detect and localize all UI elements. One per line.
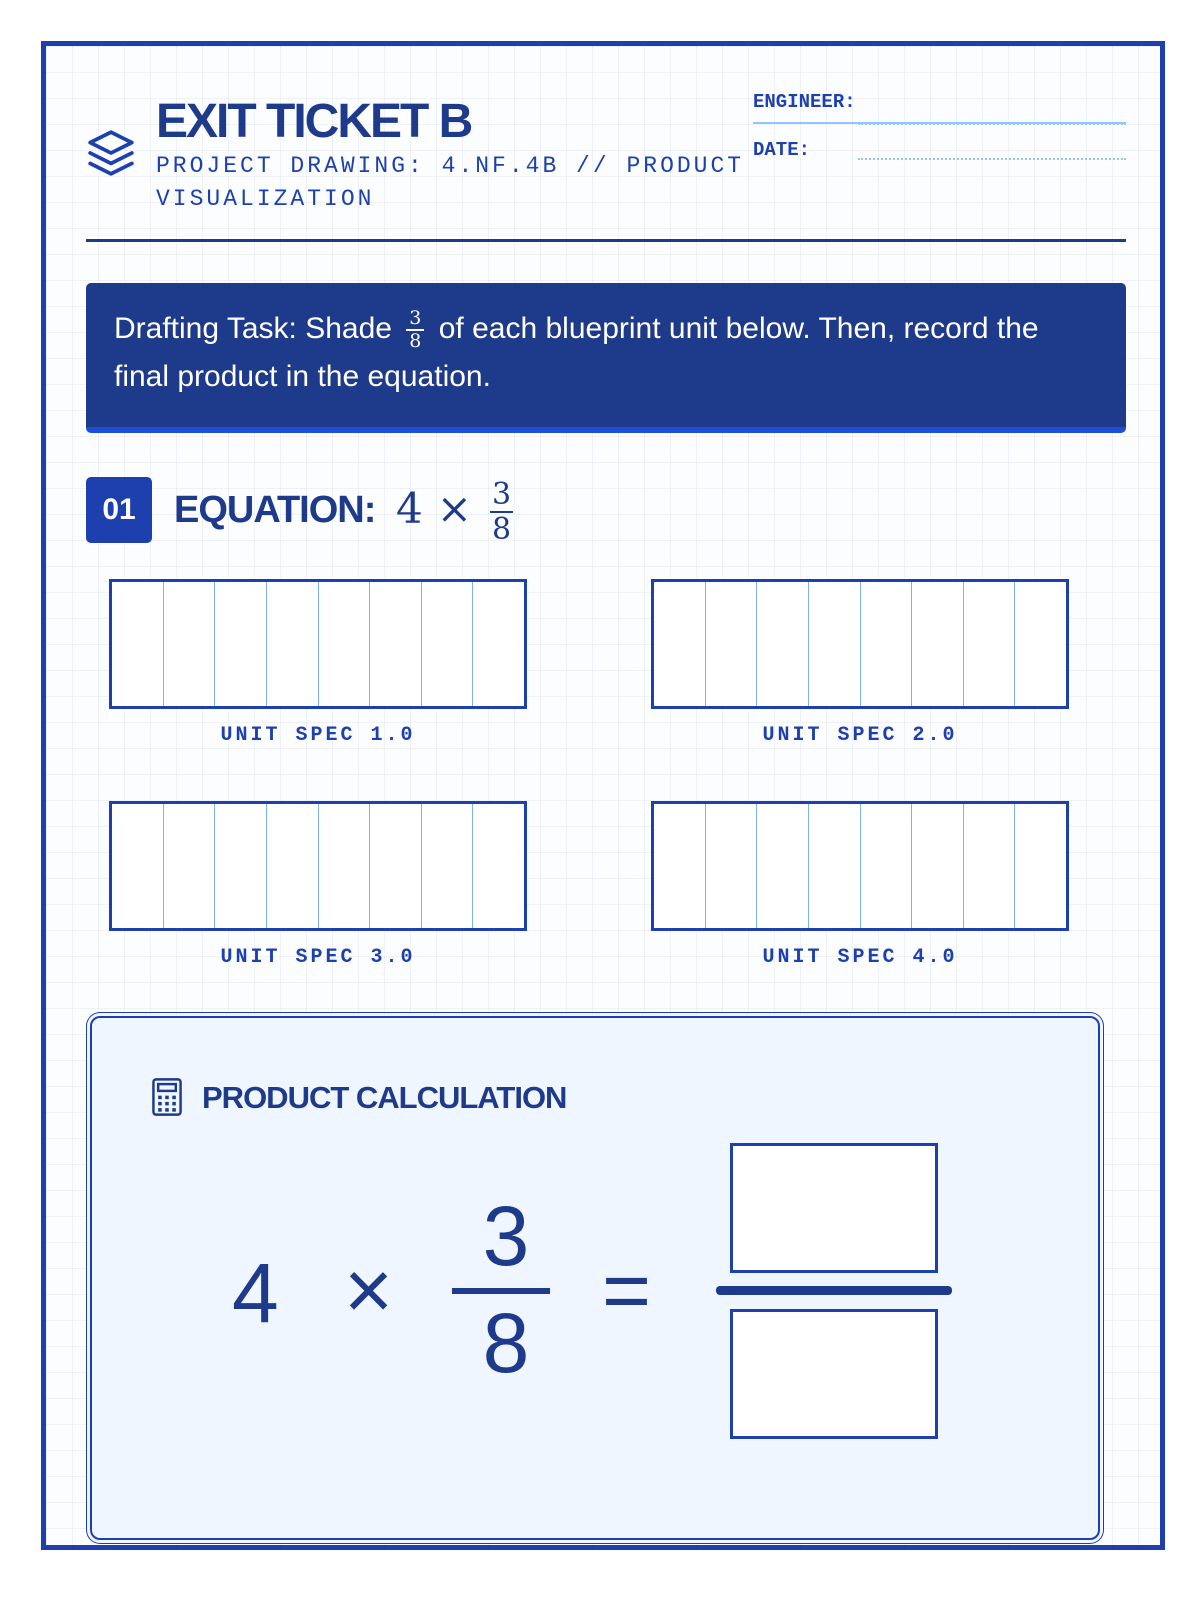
unit-bar-4[interactable] bbox=[651, 801, 1069, 931]
unit-bar-1[interactable] bbox=[109, 579, 527, 709]
unit-segment[interactable] bbox=[705, 804, 757, 928]
product-calculation-panel bbox=[90, 1016, 1100, 1540]
calc-operator: × bbox=[344, 1243, 394, 1337]
calc-whole-number: 4 bbox=[232, 1246, 279, 1340]
answer-numerator-box[interactable] bbox=[730, 1143, 938, 1273]
unit-segment[interactable] bbox=[369, 804, 421, 928]
task-prefix: Drafting Task: Shade bbox=[114, 312, 392, 345]
date-label: DATE: bbox=[753, 139, 811, 161]
calculator-icon bbox=[150, 1078, 184, 1116]
unit-segment[interactable] bbox=[112, 582, 163, 706]
unit-label-4: UNIT SPEC 4.0 bbox=[762, 946, 958, 969]
unit-segment[interactable] bbox=[808, 582, 860, 706]
calc-numerator: 3 bbox=[482, 1189, 530, 1283]
header-divider bbox=[86, 239, 1126, 242]
unit-segment[interactable] bbox=[421, 804, 473, 928]
unit-segment[interactable] bbox=[705, 582, 757, 706]
unit-segment[interactable] bbox=[1014, 582, 1066, 706]
calc-denominator: 8 bbox=[482, 1296, 530, 1390]
unit-segment[interactable] bbox=[369, 582, 421, 706]
unit-segment[interactable] bbox=[421, 582, 473, 706]
unit-segment[interactable] bbox=[860, 582, 912, 706]
unit-segment[interactable] bbox=[214, 582, 266, 706]
equation-numerator: 3 bbox=[491, 477, 512, 512]
unit-segment[interactable] bbox=[911, 582, 963, 706]
unit-segment[interactable] bbox=[808, 804, 860, 928]
unit-segment[interactable] bbox=[163, 804, 215, 928]
unit-segment[interactable] bbox=[963, 804, 1015, 928]
unit-label-2: UNIT SPEC 2.0 bbox=[762, 724, 958, 747]
page-title: EXIT TICKET B bbox=[156, 95, 472, 148]
equation-fraction bbox=[490, 478, 513, 546]
engineer-underline bbox=[753, 122, 1126, 124]
task-fraction bbox=[406, 308, 424, 352]
equation-whole: 4 bbox=[396, 484, 423, 533]
section-badge: 01 bbox=[86, 477, 152, 543]
task-banner bbox=[86, 283, 1126, 433]
unit-bar-2[interactable] bbox=[651, 579, 1069, 709]
unit-segment[interactable] bbox=[472, 582, 524, 706]
engineer-label: ENGINEER: bbox=[753, 91, 856, 113]
unit-segment[interactable] bbox=[756, 582, 808, 706]
equation-operator: × bbox=[436, 484, 472, 533]
date-field[interactable] bbox=[858, 158, 1126, 160]
unit-segment[interactable] bbox=[472, 804, 524, 928]
unit-bar-3[interactable] bbox=[109, 801, 527, 931]
unit-segment[interactable] bbox=[163, 582, 215, 706]
unit-segment[interactable] bbox=[266, 804, 318, 928]
unit-segment[interactable] bbox=[112, 804, 163, 928]
unit-segment[interactable] bbox=[911, 804, 963, 928]
unit-label-3: UNIT SPEC 3.0 bbox=[220, 946, 416, 969]
unit-segment[interactable] bbox=[318, 804, 370, 928]
task-suffix: of each blueprint unit below. Then, record the final product in the equation. bbox=[114, 312, 1039, 393]
unit-segment[interactable] bbox=[654, 582, 705, 706]
equation-expression bbox=[396, 476, 513, 546]
unit-segment[interactable] bbox=[318, 582, 370, 706]
equation-denominator: 8 bbox=[491, 512, 512, 547]
exit-ticket-sheet bbox=[41, 41, 1165, 1550]
task-fraction-numerator: 3 bbox=[406, 308, 424, 331]
unit-segment[interactable] bbox=[1014, 804, 1066, 928]
page-subtitle: PROJECT DRAWING: 4.NF.4B // PRODUCT VISUALIZATION bbox=[156, 153, 745, 212]
calculation-title: PRODUCT CALCULATION bbox=[202, 1080, 567, 1115]
unit-segment[interactable] bbox=[654, 804, 705, 928]
unit-segment[interactable] bbox=[756, 804, 808, 928]
task-fraction-denominator: 8 bbox=[409, 330, 422, 353]
unit-segment[interactable] bbox=[214, 804, 266, 928]
calc-equals: = bbox=[602, 1243, 652, 1337]
layers-icon bbox=[86, 128, 136, 178]
unit-segment[interactable] bbox=[266, 582, 318, 706]
unit-label-1: UNIT SPEC 1.0 bbox=[220, 724, 416, 747]
unit-segment[interactable] bbox=[963, 582, 1015, 706]
answer-denominator-box[interactable] bbox=[730, 1309, 938, 1439]
answer-fraction-bar bbox=[716, 1286, 952, 1295]
equation-label: EQUATION: bbox=[174, 489, 376, 531]
unit-segment[interactable] bbox=[860, 804, 912, 928]
